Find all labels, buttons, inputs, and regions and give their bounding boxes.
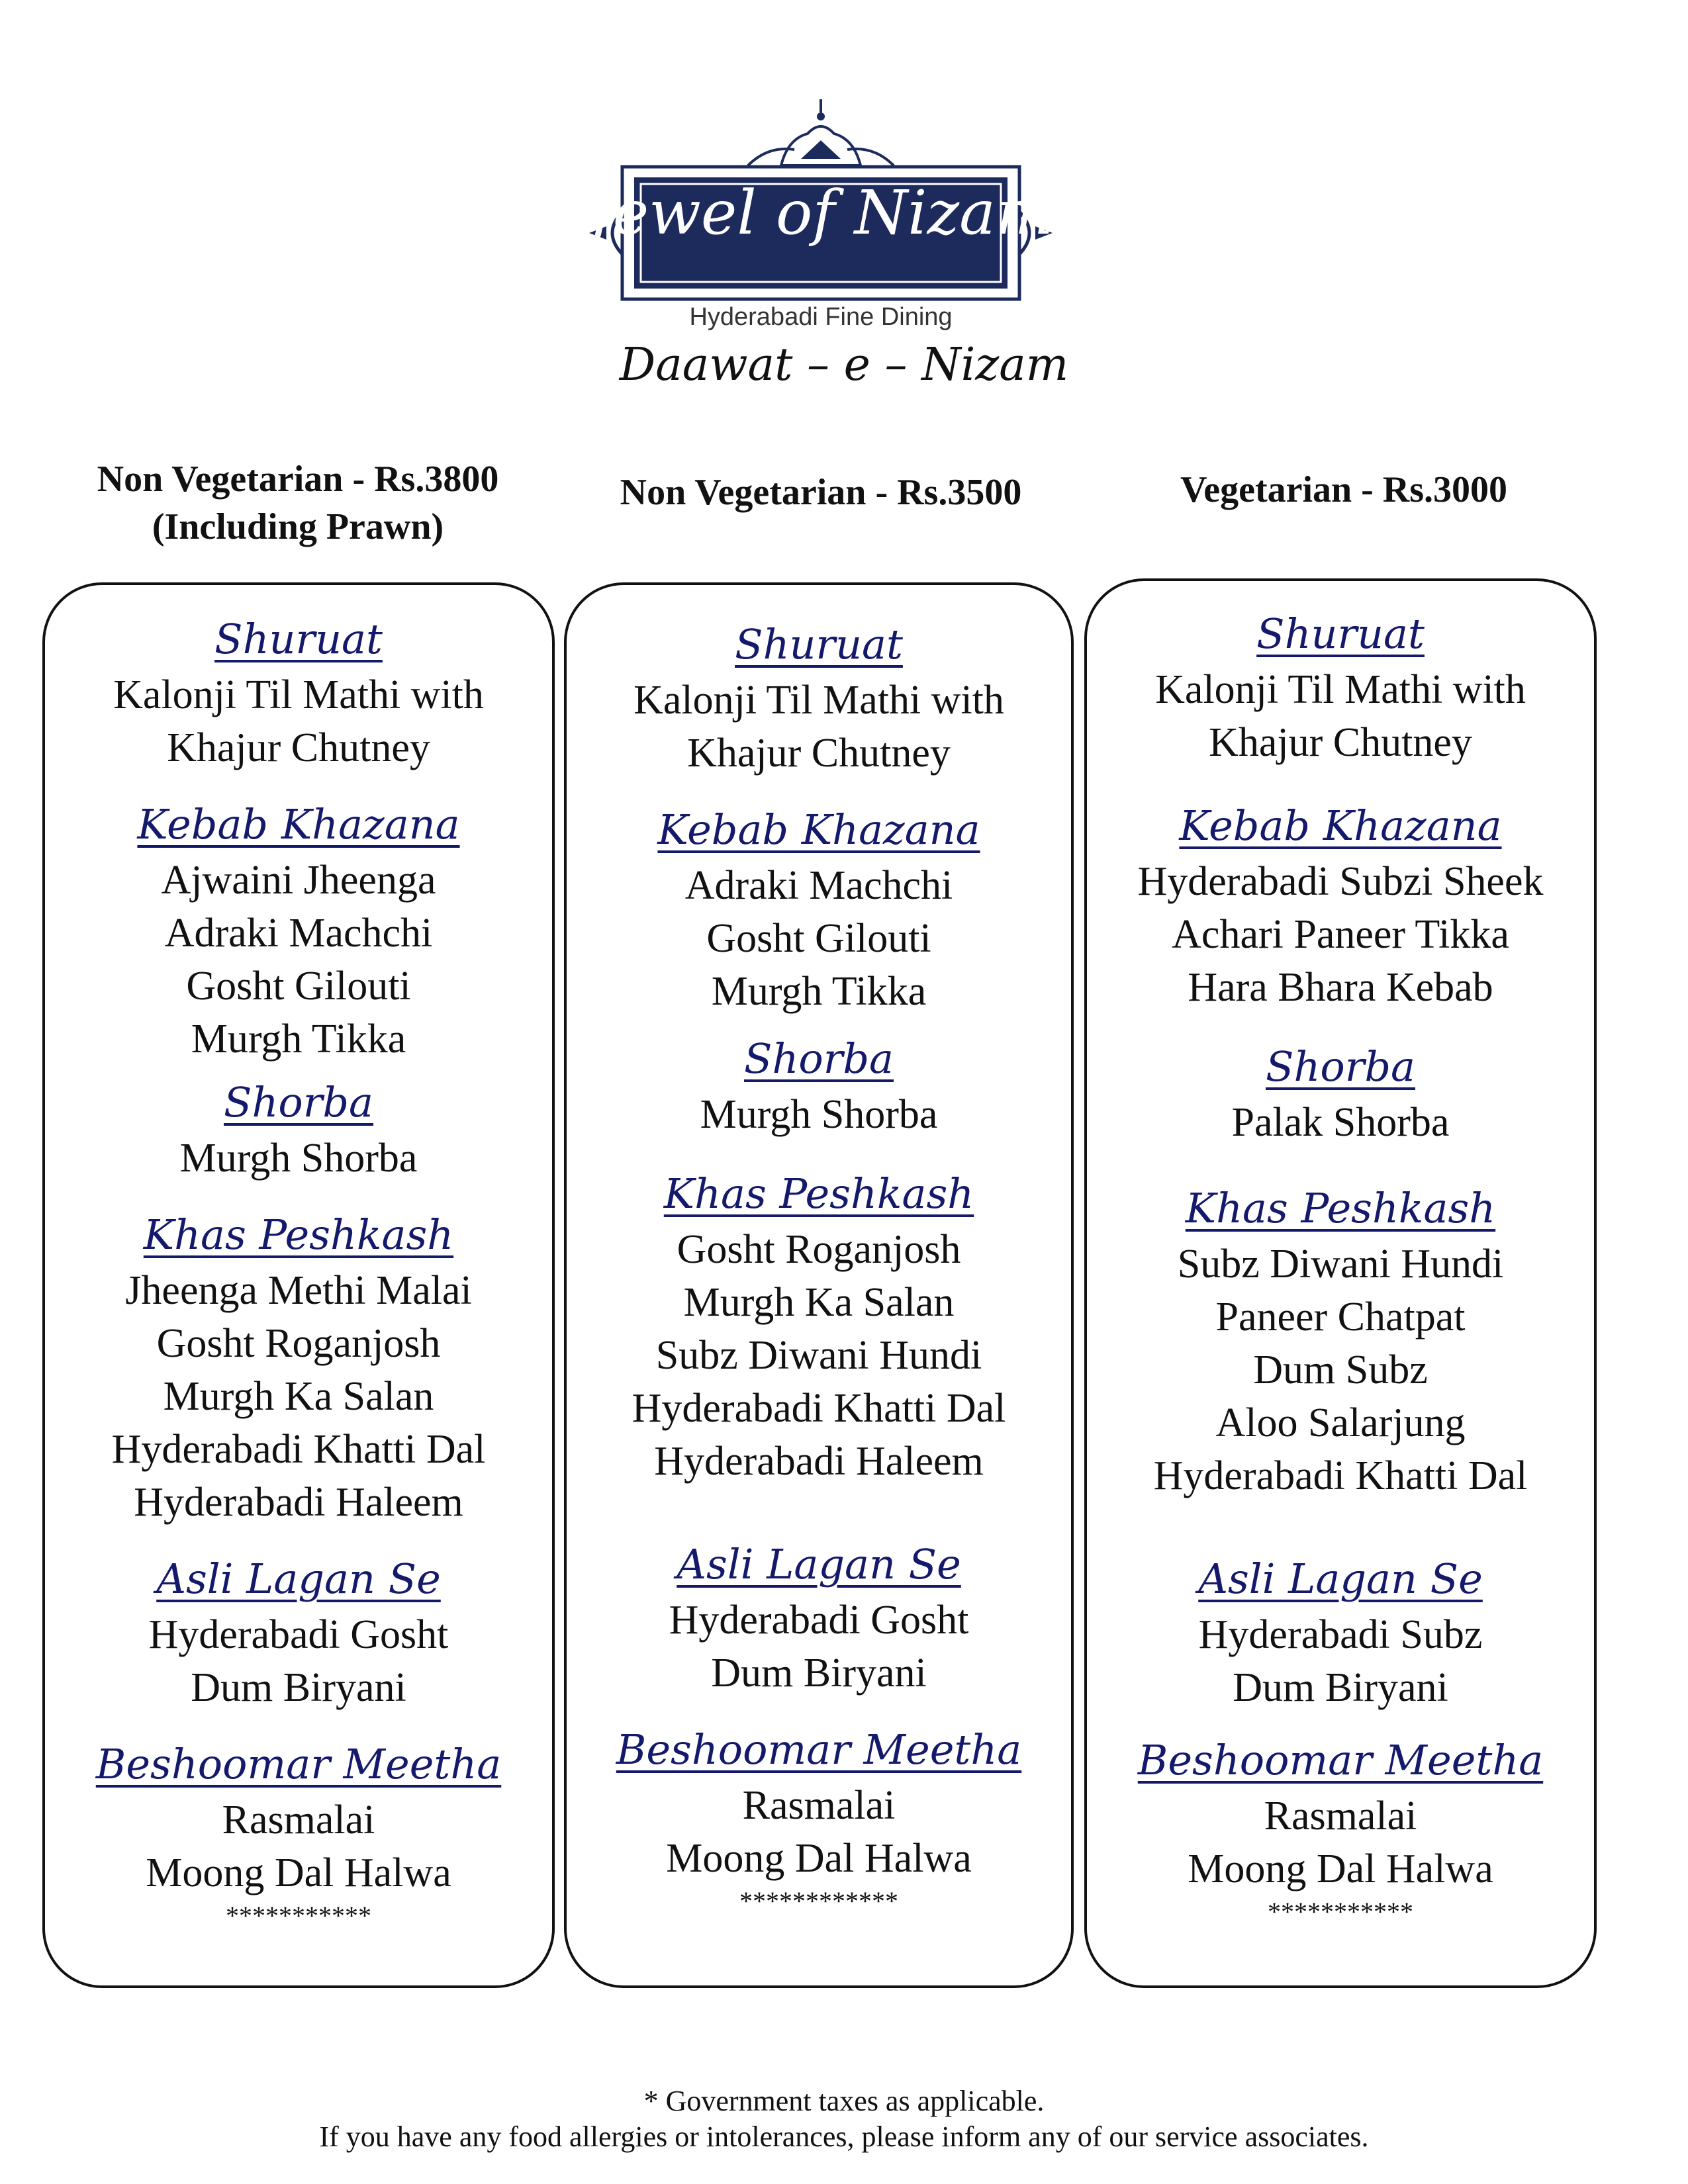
- menu-item: Dum Biryani: [1233, 1665, 1448, 1710]
- menu-item: Moong Dal Halwa: [1188, 1846, 1493, 1891]
- menu-section: [42, 613, 555, 798]
- menu-section: [1084, 1182, 1597, 1553]
- menu-item: Hyderabadi Gosht: [669, 1598, 969, 1643]
- end-mark: ***********: [1268, 1897, 1413, 1927]
- menu-section: [42, 1076, 555, 1208]
- menu-item: Hyderabadi Khatti Dal: [632, 1386, 1006, 1431]
- menu-section: [564, 1167, 1074, 1538]
- column-heading-line1: Vegetarian - Rs.3000: [1180, 469, 1508, 510]
- menu-item: Rasmalai: [1264, 1794, 1417, 1839]
- menu-section: [1084, 799, 1597, 1040]
- section-title: Shorba: [743, 1034, 894, 1083]
- menu-item: Rasmalai: [222, 1797, 375, 1843]
- end-mark: ************: [739, 1886, 898, 1916]
- menu-item: Moong Dal Halwa: [146, 1850, 451, 1895]
- menu-item: Khajur Chutney: [1209, 720, 1472, 765]
- column-heading-veg-3000: [1086, 466, 1602, 514]
- section-title: Shuruat: [1256, 610, 1425, 658]
- menu-item: Murgh Ka Salan: [163, 1374, 434, 1419]
- section-title: Khas Peshkash: [143, 1210, 454, 1259]
- column-heading-nonveg-3800: [40, 455, 556, 551]
- menu-list-nonveg-3800: [42, 613, 555, 1933]
- menu-item: Murgh Shorba: [179, 1136, 418, 1181]
- section-title: Khas Peshkash: [1185, 1184, 1496, 1232]
- menu-item: Ajwaini Jheenga: [161, 858, 436, 903]
- menu-item: Kalonji Til Mathi with: [113, 672, 484, 717]
- section-title: Shorba: [223, 1078, 374, 1126]
- menu-section: [1084, 608, 1597, 799]
- menu-item: Dum Biryani: [711, 1651, 927, 1696]
- section-title: Asli Lagan Se: [156, 1555, 441, 1603]
- menu-item: Hyderabadi Khatti Dal: [111, 1427, 486, 1472]
- tax-note: * Government taxes as applicable.: [643, 2085, 1045, 2117]
- menu-item: Gosht Gilouti: [186, 964, 411, 1009]
- logo-tagline: Hyderabadi Fine Dining: [689, 303, 953, 331]
- menu-section: [564, 1723, 1074, 1918]
- section-title: Shuruat: [735, 620, 903, 668]
- menu-item: Gosht Roganjosh: [677, 1227, 961, 1272]
- menu-section: [564, 1032, 1074, 1167]
- menu-item: Rasmalai: [742, 1783, 896, 1828]
- allergy-note: If you have any food allergies or intolerances, please inform any of our service associates.: [319, 2120, 1369, 2153]
- menu-item: Subz Diwani Hundi: [1177, 1242, 1504, 1287]
- footer-note: [0, 2083, 1688, 2155]
- menu-item: Kalonji Til Mathi with: [633, 678, 1004, 723]
- menu-item: Paneer Chatpat: [1215, 1295, 1466, 1340]
- menu-item: Hyderabadi Subzi Sheek: [1137, 859, 1544, 904]
- menu-item: Murgh Shorba: [700, 1092, 938, 1137]
- menu-section: [42, 1553, 555, 1738]
- section-title: Beshoomar Meetha: [95, 1740, 502, 1788]
- menu-item: Gosht Gilouti: [706, 916, 931, 961]
- menu-item: Hyderabadi Subz: [1198, 1612, 1483, 1657]
- menu-section: [1084, 1553, 1597, 1734]
- menu-item: Gosht Roganjosh: [156, 1321, 441, 1366]
- menu-item: Moong Dal Halwa: [666, 1836, 972, 1881]
- menu-item: Kalonji Til Mathi with: [1155, 667, 1526, 712]
- menu-item: Dum Subz: [1253, 1347, 1428, 1392]
- menu-section: [564, 618, 1074, 803]
- menu-item: Khajur Chutney: [687, 731, 951, 776]
- menu-section: [564, 1538, 1074, 1723]
- menu-section: [1084, 1734, 1597, 1929]
- column-heading-line2: (Including Prawn): [152, 506, 444, 547]
- menu-item: Subz Diwani Hundi: [655, 1333, 982, 1378]
- section-title: Shuruat: [214, 615, 383, 663]
- section-title: Kebab Khazana: [1179, 801, 1502, 850]
- menu-section: [42, 1208, 555, 1553]
- menu-item: Jheenga Methi Malai: [125, 1268, 472, 1313]
- menu-item: Achari Paneer Tikka: [1172, 912, 1509, 957]
- menu-item: Dum Biryani: [191, 1665, 406, 1710]
- section-title: Beshoomar Meetha: [616, 1725, 1022, 1774]
- column-heading-line1: Non Vegetarian - Rs.3800: [97, 459, 499, 500]
- menu-item: Adraki Machchi: [684, 863, 953, 908]
- column-heading-nonveg-3500: [563, 469, 1079, 516]
- menu-item: Murgh Tikka: [711, 969, 927, 1014]
- section-title: Kebab Khazana: [657, 805, 980, 854]
- restaurant-logo: [583, 93, 1059, 331]
- menu-title: Daawat – e – Nizam: [619, 339, 1069, 391]
- section-title: Kebab Khazana: [137, 800, 460, 848]
- menu-section: [42, 798, 555, 1076]
- menu-item: Hyderabadi Khatti Dal: [1153, 1453, 1528, 1498]
- menu-item: Murgh Ka Salan: [683, 1280, 955, 1325]
- logo-name: Jewel of Nizam: [588, 177, 1054, 248]
- section-title: Asli Lagan Se: [677, 1540, 961, 1588]
- section-title: Khas Peshkash: [663, 1169, 974, 1218]
- menu-item: Khajur Chutney: [167, 725, 430, 770]
- menu-item: Hara Bhara Kebab: [1188, 965, 1493, 1010]
- menu-item: Hyderabadi Haleem: [654, 1439, 984, 1484]
- column-heading-line1: Non Vegetarian - Rs.3500: [620, 472, 1022, 513]
- menu-item: Palak Shorba: [1231, 1100, 1450, 1145]
- menu-item: Hyderabadi Haleem: [134, 1480, 463, 1525]
- section-title: Shorba: [1265, 1042, 1416, 1091]
- menu-section: [564, 803, 1074, 1032]
- menu-section: [42, 1738, 555, 1933]
- section-title: Asli Lagan Se: [1198, 1555, 1483, 1603]
- menu-item: Aloo Salarjung: [1215, 1400, 1466, 1445]
- menu-list-veg-3000: [1084, 608, 1597, 1929]
- section-title: Beshoomar Meetha: [1137, 1736, 1544, 1784]
- end-mark: ***********: [226, 1901, 371, 1931]
- menu-section: [1084, 1040, 1597, 1182]
- menu-item: Murgh Tikka: [191, 1017, 406, 1062]
- menu-item: Adraki Machchi: [164, 911, 433, 956]
- menu-item: Hyderabadi Gosht: [148, 1612, 449, 1657]
- menu-list-nonveg-3500: [564, 618, 1074, 1918]
